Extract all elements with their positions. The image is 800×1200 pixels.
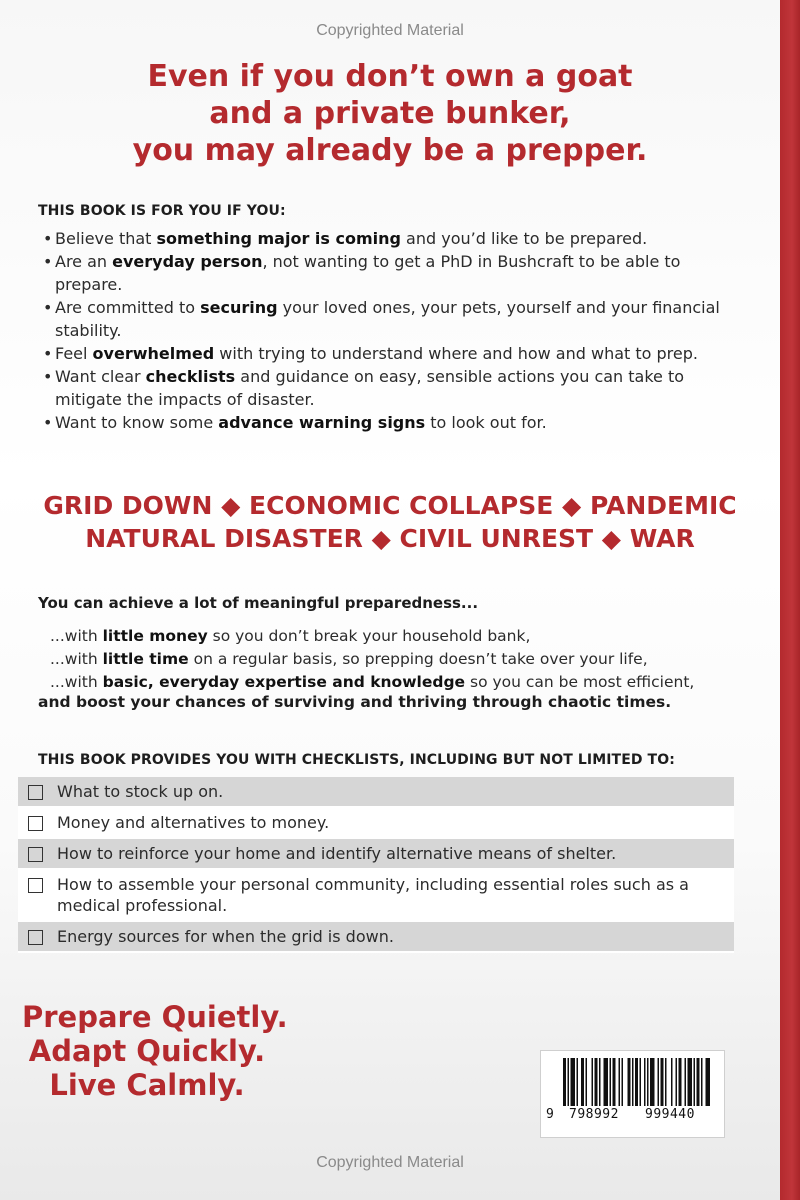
checklist-table — [18, 777, 734, 953]
barcode-bar — [671, 1058, 673, 1106]
checklist-item-text: Money and alternatives to money. — [57, 813, 330, 832]
list-item — [43, 296, 743, 342]
barcode-bar — [622, 1058, 624, 1106]
slogan-line: Adapt Quickly. — [28, 1034, 266, 1068]
barcode-bar — [563, 1058, 566, 1106]
checklist-item-text: How to reinforce your home and identify alternative means of shelter. — [57, 844, 617, 863]
barcode-bar — [577, 1058, 579, 1106]
barcode-bar — [619, 1058, 621, 1106]
bullet-emphasis: everyday person — [112, 252, 263, 271]
barcode-bar — [595, 1058, 598, 1106]
barcode-bar — [679, 1058, 682, 1106]
achieve-text: so you can be most efficient, — [465, 673, 695, 691]
bullet-text: Want clear — [55, 367, 146, 386]
list-item — [43, 227, 743, 250]
bullet-text: with trying to understand where and how and what to prep. — [214, 344, 698, 363]
checkbox-icon — [28, 930, 43, 945]
barcode-bar — [706, 1058, 711, 1106]
for-you-title: THIS BOOK IS FOR YOU IF YOU: — [38, 203, 286, 219]
checklist-row — [18, 839, 734, 870]
barcode-bar — [610, 1058, 612, 1106]
bullet-emphasis: advance warning signs — [218, 413, 426, 432]
bullet-text: , not wanting to get a PhD in Bushcraft to be able to prepare. — [55, 252, 681, 294]
bullet-emphasis: securing — [200, 298, 278, 317]
achieve-lead: You can achieve a lot of meaningful preparedness... — [38, 594, 479, 612]
checkbox-icon — [28, 878, 43, 893]
checklist-row — [18, 922, 734, 953]
checkbox-icon — [28, 816, 43, 831]
achieve-line — [50, 648, 770, 671]
barcode-bar — [688, 1058, 693, 1106]
barcode-bar — [586, 1058, 588, 1106]
achieve-lines — [50, 625, 770, 694]
checklist-item-text: How to assemble your personal community, including essential roles such as a medical professional. — [57, 875, 689, 915]
checklist-row — [18, 870, 734, 922]
barcode-bar — [632, 1058, 634, 1106]
barcode-bar — [665, 1058, 667, 1106]
bullet-text: Want to know some — [55, 413, 219, 432]
achieve-emphasis: basic, everyday expertise and knowledge — [102, 673, 466, 691]
achieve-text: on a regular basis, so prepping doesn’t take over your life, — [188, 650, 648, 668]
barcode-bar — [647, 1058, 649, 1106]
bullet-text: Are committed to — [55, 298, 201, 317]
barcode-bar — [604, 1058, 609, 1106]
barcode-prefix-digit: 9 — [546, 1107, 554, 1122]
list-item — [43, 250, 743, 296]
checkbox-icon — [28, 847, 43, 862]
headline-line: you may already be a prepper. — [132, 133, 648, 168]
list-item — [43, 411, 743, 434]
barcode-bar — [650, 1058, 655, 1106]
barcode-bar — [661, 1058, 664, 1106]
list-item — [43, 365, 743, 411]
barcode-bar — [640, 1058, 642, 1106]
barcode-bar — [658, 1058, 660, 1106]
barcode-bar — [571, 1058, 576, 1106]
barcode-bar — [599, 1058, 601, 1106]
threats-line: GRID DOWN ◆ ECONOMIC COLLAPSE ◆ PANDEMIC — [43, 491, 737, 520]
slogan — [22, 1000, 288, 1102]
headline-line: Even if you don’t own a goat — [147, 59, 633, 94]
barcode-right-digits: 999440 — [645, 1107, 695, 1122]
bullet-text: to look out for. — [425, 413, 547, 432]
checklist-item-text: Energy sources for when the grid is down. — [57, 927, 394, 946]
checkbox-icon — [28, 785, 43, 800]
copyright-watermark-top: Copyrighted Material — [316, 22, 464, 39]
bullet-text: your loved ones, your pets, yourself and your financial stability. — [55, 298, 720, 340]
barcode-left-digits: 798992 — [569, 1107, 619, 1122]
achieve-line — [50, 625, 770, 648]
achieve-emphasis: little time — [102, 650, 189, 668]
bullet-emphasis: something major is coming — [156, 229, 401, 248]
headline — [0, 58, 780, 169]
barcode-bar — [697, 1058, 700, 1106]
barcode-bar — [592, 1058, 594, 1106]
barcode-bar — [694, 1058, 696, 1106]
list-item — [43, 342, 743, 365]
checklist-item-text: What to stock up on. — [57, 782, 224, 801]
bullet-emphasis: overwhelmed — [92, 344, 215, 363]
bullet-text: and you’d like to be prepared. — [400, 229, 648, 248]
barcode-bar — [676, 1058, 678, 1106]
headline-line: and a private bunker, — [209, 96, 571, 131]
book-spine-edge — [780, 0, 800, 1200]
checklists-title: THIS BOOK PROVIDES YOU WITH CHECKLISTS, INCLUDING BUT NOT LIMITED TO: — [38, 752, 675, 768]
achieve-emphasis: little money — [102, 627, 208, 645]
achieve-close: and boost your chances of surviving and thriving through chaotic times. — [38, 693, 672, 711]
bullet-emphasis: checklists — [145, 367, 236, 386]
barcode-bar — [635, 1058, 638, 1106]
barcode-bar — [644, 1058, 646, 1106]
achieve-text: ...with — [50, 673, 103, 691]
achieve-text: ...with — [50, 627, 103, 645]
barcode-bar — [628, 1058, 631, 1106]
bullet-text: Believe that — [55, 229, 157, 248]
achieve-text: so you don’t break your household bank, — [207, 627, 531, 645]
checklist-row — [18, 808, 734, 839]
isbn-barcode — [540, 1050, 725, 1138]
barcode-bar — [685, 1058, 687, 1106]
for-you-list — [43, 227, 743, 434]
threats-banner — [0, 489, 780, 555]
threats-line: NATURAL DISASTER ◆ CIVIL UNREST ◆ WAR — [85, 524, 695, 553]
slogan-line: Prepare Quietly. — [22, 1000, 288, 1034]
barcode-bar — [581, 1058, 584, 1106]
barcode-bar — [613, 1058, 616, 1106]
checklist-row — [18, 777, 734, 808]
slogan-line: Live Calmly. — [49, 1068, 245, 1102]
barcode-bars — [549, 1058, 716, 1108]
achieve-line — [50, 671, 770, 694]
bullet-text: Are an — [55, 252, 113, 271]
bullet-text: and guidance on easy, sensible actions you can take to mitigate the impacts of disaster. — [55, 367, 685, 409]
bullet-text: Feel — [55, 344, 93, 363]
barcode-bar — [568, 1058, 570, 1106]
achieve-text: ...with — [50, 650, 103, 668]
copyright-watermark-bottom: Copyrighted Material — [316, 1154, 464, 1171]
barcode-bar — [701, 1058, 703, 1106]
